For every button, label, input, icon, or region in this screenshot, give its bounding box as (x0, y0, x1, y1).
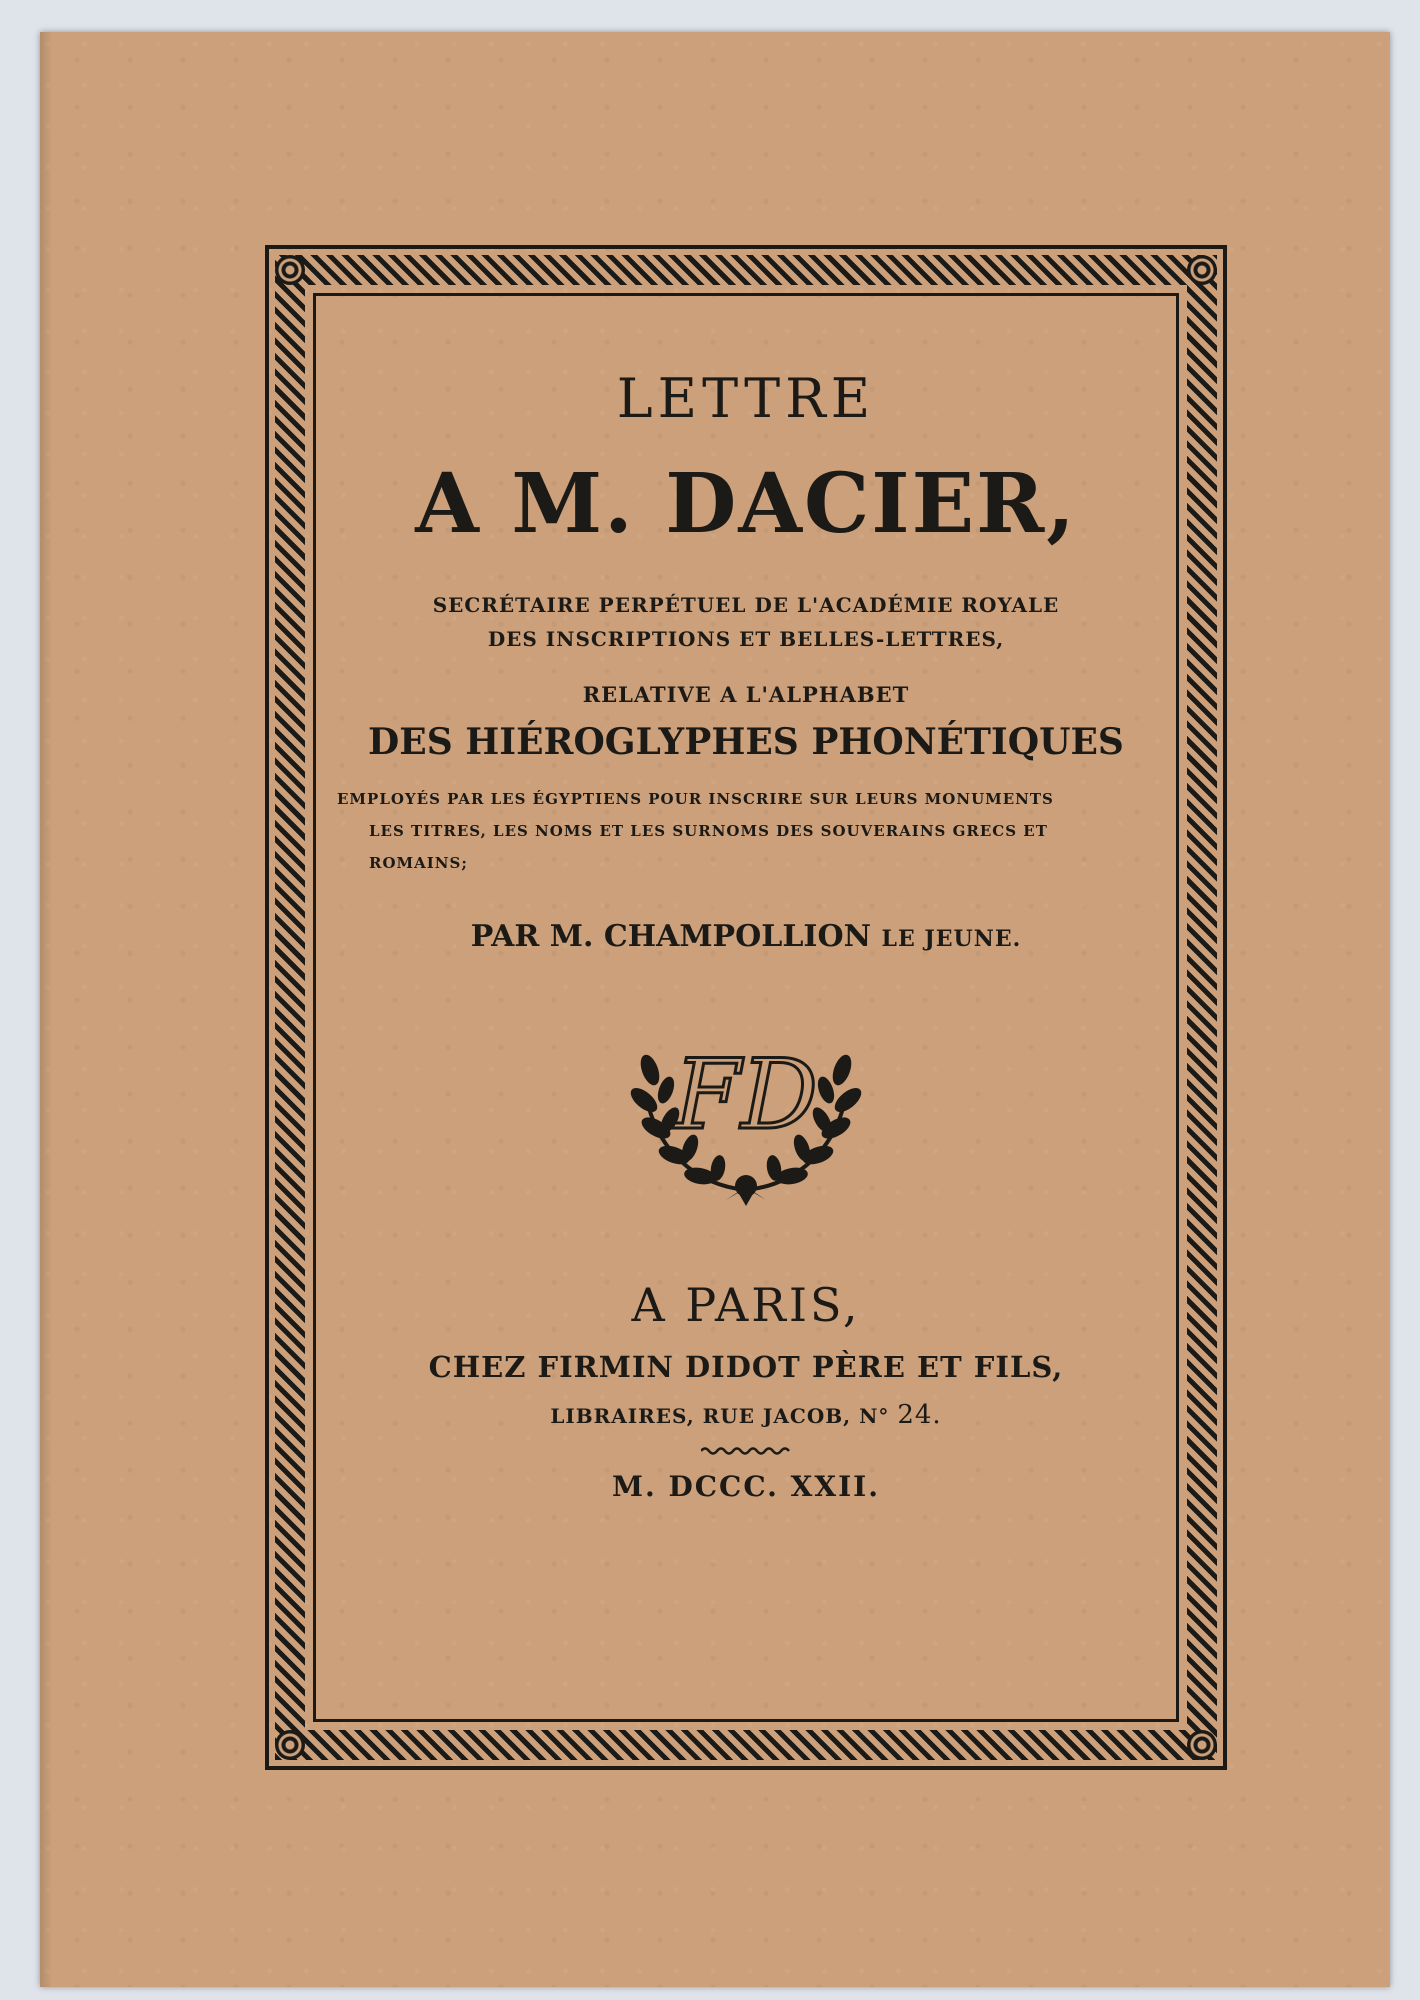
ornamental-border (265, 245, 1227, 1770)
subtitle-line-2: DES INSCRIPTIONS ET BELLES-LETTRES, (487, 627, 1005, 651)
imprint-address-text: LIBRAIRES, RUE JACOB, N° (550, 1404, 890, 1428)
title-page (329, 309, 1163, 1706)
imprint-address (329, 1400, 1163, 1430)
author-suffix: LE JEUNE. (881, 926, 1022, 952)
corner-rosette-icon (275, 1730, 305, 1760)
corner-rosette-icon (1187, 1730, 1217, 1760)
description-line-2: LES TITRES, LES NOMS ET LES SURNOMS DES SOUVERAINS GRECS ET (369, 822, 1048, 840)
relative-line: RELATIVE A L'ALPHABET (582, 682, 910, 707)
imprint-publisher: CHEZ FIRMIN DIDOT PÈRE ET FILS, (428, 1350, 1064, 1384)
hieroglyphes-heading: DES HIÉROGLYPHES PHONÉTIQUES (368, 721, 1124, 763)
subtitle-line-1: SECRÉTAIRE PERPÉTUEL DE L'ACADÉMIE ROYALE (432, 593, 1060, 617)
subtitle (329, 588, 1163, 656)
corner-rosette-icon (275, 255, 305, 285)
description-line-3: ROMAINS; (369, 854, 468, 872)
monogram-text: FD (674, 1039, 818, 1151)
ornamental-rule-icon (701, 1446, 791, 1456)
book-cover (40, 32, 1390, 1987)
description (329, 783, 1163, 879)
corner-rosette-icon (1187, 255, 1217, 285)
spine-shadow (40, 32, 52, 1987)
description-line-1: EMPLOYÉS PAR LES ÉGYPTIENS POUR INSCRIRE SUR LEURS MONUMENTS (337, 790, 1054, 808)
imprint-year: M. DCCC. XXII. (611, 1470, 881, 1503)
imprint-number: 24. (897, 1400, 942, 1430)
imprint-city: A PARIS, (631, 1278, 861, 1332)
laurel-wreath-monogram-icon (626, 1000, 866, 1210)
author-line (329, 919, 1163, 954)
author-par: PAR (470, 919, 540, 954)
author-name: M. CHAMPOLLION (549, 919, 872, 954)
title-dacier: A M. DACIER, (415, 456, 1077, 552)
title-lettre: LETTRE (616, 367, 876, 430)
